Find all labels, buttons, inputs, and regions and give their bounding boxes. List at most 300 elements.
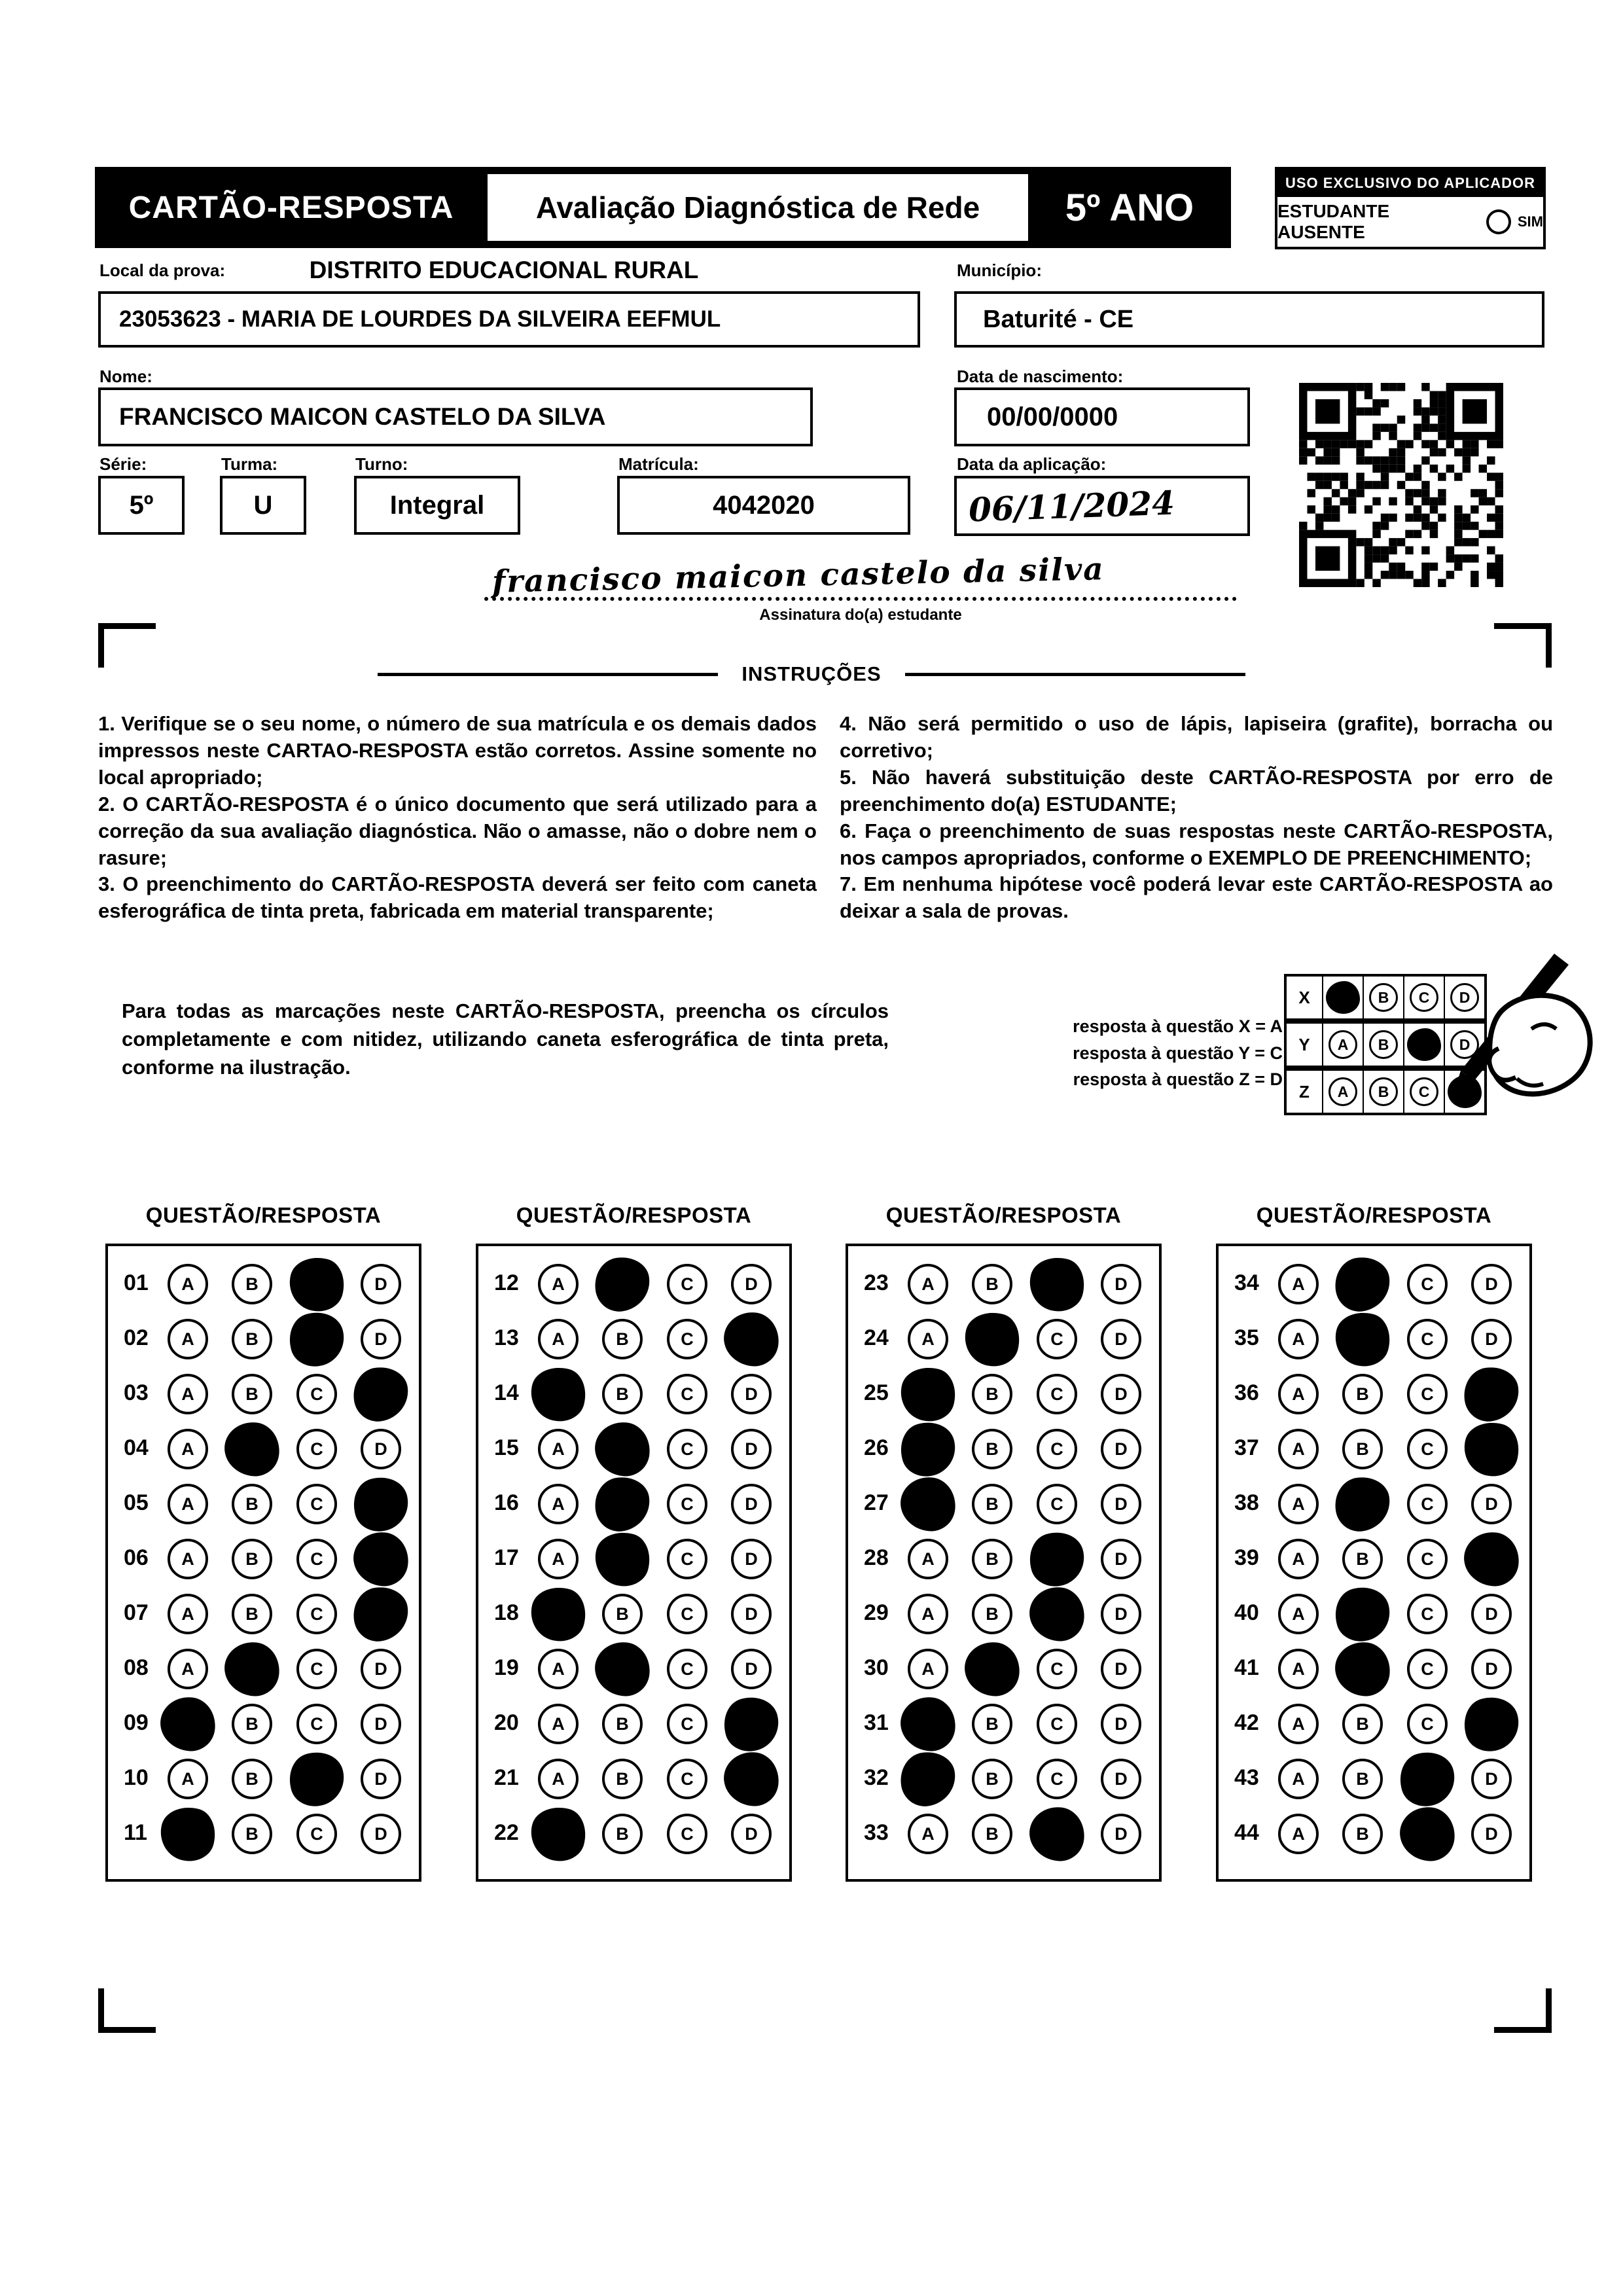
question-number: 08 [124, 1655, 149, 1680]
municipio-field: Baturité - CE [954, 291, 1544, 348]
question-number: 14 [494, 1380, 519, 1405]
answer-bubble[interactable]: C [667, 1374, 707, 1414]
answer-bubble[interactable]: D [731, 1429, 772, 1469]
example-row-label: Z [1287, 1071, 1323, 1113]
answer-bubble-filled[interactable] [591, 1253, 654, 1315]
local-label: Local da prova: [99, 260, 226, 280]
question-number: 20 [494, 1710, 519, 1735]
answer-bubble[interactable]: A [1278, 1649, 1319, 1689]
answer-bubble[interactable]: B [232, 1484, 272, 1524]
question-number: 19 [494, 1655, 519, 1680]
absent-option-label: SIM [1517, 213, 1543, 230]
answer-bubble[interactable]: B [972, 1264, 1012, 1304]
question-number: 25 [864, 1380, 889, 1405]
assessment-name: Avaliação Diagnóstica de Rede [535, 190, 980, 224]
question-number: 33 [864, 1820, 889, 1845]
signature-caption: Assinatura do(a) estudante [759, 606, 962, 624]
answer-bubble[interactable]: C [296, 1814, 337, 1854]
question-number: 15 [494, 1435, 519, 1460]
instruction-item: 7. Em nenhuma hipótese você poderá levar este CARTÃO-RESPOSTA ao deixar a sala de provas. [840, 872, 1553, 923]
answer-bubble[interactable]: D [361, 1814, 401, 1854]
answer-bubble[interactable]: C [296, 1429, 337, 1469]
answer-bubble[interactable]: B [1342, 1814, 1383, 1854]
answer-bubble[interactable]: C [1037, 1429, 1077, 1469]
question-number: 41 [1234, 1655, 1259, 1680]
answer-bubble[interactable]: C [296, 1374, 337, 1414]
answer-bubble[interactable]: B [232, 1759, 272, 1799]
answer-bubble[interactable]: B [602, 1594, 643, 1634]
answer-bubble-filled[interactable] [1027, 1804, 1087, 1863]
answer-bubble[interactable]: C [1407, 1264, 1448, 1304]
example-legend-line: resposta à questão Y = C [1073, 1043, 1283, 1063]
signature-line [484, 560, 1237, 601]
question-number: 26 [864, 1435, 889, 1460]
answer-bubble-filled[interactable] [592, 1420, 652, 1479]
corner-mark-top-left [98, 623, 156, 668]
answer-bubble[interactable]: D [1101, 1264, 1141, 1304]
example-row-label: Y [1287, 1024, 1323, 1066]
answer-bubble[interactable]: C [667, 1539, 707, 1579]
answer-bubble-filled[interactable] [894, 1416, 961, 1482]
answer-bubble[interactable]: A [1278, 1429, 1319, 1469]
answer-bubble-filled[interactable] [1027, 1585, 1087, 1643]
question-number: 22 [494, 1820, 519, 1845]
example-bubble[interactable]: B [1369, 1077, 1398, 1106]
question-number: 07 [124, 1600, 149, 1625]
question-number: 10 [124, 1765, 149, 1790]
heading-rule-right [905, 673, 1245, 676]
aplicador-title: USO EXCLUSIVO DO APLICADOR [1277, 170, 1543, 197]
answer-bubble[interactable]: D [731, 1264, 772, 1304]
instruction-item: 6. Faça o preenchimento de suas respostas neste CARTÃO-RESPOSTA, nos campos apropriados, conforme o EXEMPLO DE PREENCHIMENTO; [840, 819, 1553, 869]
answer-bubble[interactable]: A [1278, 1759, 1319, 1799]
instruction-item: 4. Não será permitido o uso de lápis, lapiseira (grafite), borracha ou corretivo; [840, 712, 1553, 762]
answer-bubble[interactable]: C [667, 1814, 707, 1854]
answer-bubble[interactable]: A [168, 1539, 208, 1579]
answer-bubble[interactable]: B [602, 1759, 643, 1799]
instruction-item: 5. Não haverá substituição deste CARTÃO-RESPOSTA por erro de preenchimento do(a) ESTUDANTE; [840, 765, 1553, 816]
answer-bubble-filled[interactable] [592, 1640, 652, 1698]
nascimento-field: 00/00/0000 [954, 387, 1250, 446]
answer-bubble[interactable]: D [1101, 1594, 1141, 1634]
answer-bubble[interactable]: A [168, 1429, 208, 1469]
answer-bubble[interactable]: B [1342, 1759, 1383, 1799]
answer-bubble[interactable]: C [667, 1319, 707, 1359]
answer-bubble-filled[interactable] [898, 1475, 958, 1534]
answer-bubble[interactable]: C [1037, 1484, 1077, 1524]
answers-column-header: QUESTÃO/RESPOSTA [516, 1203, 752, 1227]
instruction-item: 2. O CARTÃO-RESPOSTA é o único documento que será utilizado para a correção da sua avaliação diagnóstica. Não o amasse, não o dobre nem o rasure; [98, 792, 817, 869]
answer-bubble[interactable]: A [168, 1374, 208, 1414]
answer-bubble-filled[interactable] [1458, 1416, 1524, 1482]
question-number: 34 [1234, 1270, 1259, 1295]
example-cell [1323, 1071, 1364, 1113]
answer-bubble[interactable]: A [1278, 1704, 1319, 1744]
answer-bubble[interactable]: A [908, 1539, 948, 1579]
example-legend [982, 1013, 1283, 1093]
grade-label: 5º ANO [1065, 186, 1194, 229]
answer-bubble[interactable]: A [908, 1814, 948, 1854]
question-number: 01 [124, 1270, 149, 1295]
question-number: 28 [864, 1545, 889, 1570]
answer-bubble[interactable]: C [1407, 1484, 1448, 1524]
answers-column-header: QUESTÃO/RESPOSTA [145, 1203, 382, 1227]
serie-field: 5º [98, 476, 185, 535]
answer-bubble-filled[interactable] [283, 1251, 349, 1317]
answer-bubble[interactable]: B [972, 1594, 1012, 1634]
answer-bubble[interactable]: D [731, 1539, 772, 1579]
answer-bubble[interactable]: A [538, 1539, 579, 1579]
header-bar [95, 167, 1231, 248]
answer-bubble[interactable]: B [1342, 1704, 1383, 1744]
answer-bubble-filled[interactable] [898, 1695, 958, 1753]
answer-bubble-filled[interactable] [525, 1581, 591, 1647]
nome-field: FRANCISCO MAICON CASTELO DA SILVA [98, 387, 813, 446]
matricula-field: 4042020 [617, 476, 910, 535]
answer-bubble[interactable]: C [1037, 1319, 1077, 1359]
answer-bubble[interactable]: A [538, 1759, 579, 1799]
answer-bubble[interactable]: C [667, 1484, 707, 1524]
answer-bubble[interactable]: A [1278, 1814, 1319, 1854]
answer-bubble-filled[interactable] [959, 1306, 1025, 1372]
answer-bubble[interactable]: B [1342, 1374, 1383, 1414]
question-number: 12 [494, 1270, 519, 1295]
aplicador-box [1275, 167, 1546, 249]
question-number: 29 [864, 1600, 889, 1625]
corner-mark-top-right [1494, 623, 1552, 668]
question-number: 16 [494, 1490, 519, 1515]
answer-bubble-filled[interactable] [349, 1583, 412, 1645]
answer-bubble-filled[interactable] [717, 1691, 785, 1757]
answer-bubble[interactable]: B [232, 1319, 272, 1359]
nome-label: Nome: [99, 367, 152, 386]
municipio-label: Município: [957, 260, 1042, 280]
heading-rule-left [378, 673, 718, 676]
answer-bubble[interactable]: B [972, 1759, 1012, 1799]
answer-bubble[interactable]: B [232, 1814, 272, 1854]
answer-bubble[interactable]: A [168, 1649, 208, 1689]
answer-bubble[interactable]: B [232, 1704, 272, 1744]
question-number: 37 [1234, 1435, 1259, 1460]
answer-bubble[interactable]: A [538, 1704, 579, 1744]
answer-bubble[interactable]: B [972, 1429, 1012, 1469]
answer-bubble[interactable]: C [1407, 1649, 1448, 1689]
answer-bubble[interactable]: B [232, 1539, 272, 1579]
answer-bubble[interactable]: B [972, 1374, 1012, 1414]
example-bubble[interactable]: A [1329, 1077, 1357, 1106]
question-number: 43 [1234, 1765, 1259, 1790]
example-legend-line: resposta à questão X = A [1073, 1016, 1283, 1036]
answer-bubble[interactable]: A [168, 1319, 208, 1359]
answer-bubble-filled[interactable] [897, 1748, 959, 1810]
example-bubble[interactable]: D [1450, 983, 1479, 1012]
answer-bubble[interactable]: C [1037, 1759, 1077, 1799]
answer-bubble[interactable]: A [168, 1264, 208, 1304]
absent-label: ESTUDANTE AUSENTE [1277, 201, 1390, 242]
answer-bubble[interactable]: D [1471, 1264, 1512, 1304]
question-number: 40 [1234, 1600, 1259, 1625]
answer-bubble[interactable]: B [232, 1264, 272, 1304]
answer-bubble[interactable]: C [1407, 1704, 1448, 1744]
question-number: 05 [124, 1490, 149, 1515]
answer-bubble[interactable]: A [168, 1759, 208, 1799]
question-number: 27 [864, 1490, 889, 1515]
answer-bubble[interactable]: B [972, 1814, 1012, 1854]
answer-bubble-filled[interactable] [1331, 1473, 1394, 1535]
answer-bubble[interactable]: D [1101, 1319, 1141, 1359]
answer-bubble[interactable]: C [1407, 1319, 1448, 1359]
answer-bubble-filled[interactable] [1329, 1581, 1396, 1647]
answer-bubble-filled[interactable] [283, 1306, 350, 1372]
answer-bubble[interactable]: C [1407, 1539, 1448, 1579]
answer-bubble[interactable]: C [1037, 1374, 1077, 1414]
answer-bubble[interactable]: C [667, 1704, 707, 1744]
answer-bubble[interactable]: C [667, 1759, 707, 1799]
example-bubble[interactable]: C [1410, 983, 1438, 1012]
answer-bubble-filled[interactable] [1460, 1363, 1523, 1425]
answer-bubble-filled[interactable] [1024, 1251, 1090, 1317]
answer-bubble[interactable]: D [361, 1264, 401, 1304]
answer-bubble[interactable]: A [1278, 1484, 1319, 1524]
local-value: DISTRITO EDUCACIONAL RURAL [309, 257, 699, 283]
instructions-title: INSTRUÇÕES [741, 662, 882, 685]
answer-bubble[interactable]: D [1471, 1759, 1512, 1799]
example-bubble[interactable]: A [1329, 1030, 1357, 1059]
answer-bubble-filled[interactable] [591, 1473, 654, 1535]
serie-label: Série: [99, 454, 147, 474]
question-number: 32 [864, 1765, 889, 1790]
answer-bubble-filled[interactable] [589, 1526, 655, 1592]
answer-bubble-filled[interactable] [1461, 1530, 1522, 1588]
answer-bubble[interactable]: D [1471, 1484, 1512, 1524]
answer-bubble[interactable]: B [232, 1374, 272, 1414]
answer-bubble[interactable]: B [232, 1594, 272, 1634]
answer-bubble-filled[interactable] [525, 1801, 591, 1867]
question-number: 36 [1234, 1380, 1259, 1405]
answer-bubble-filled[interactable] [158, 1695, 218, 1753]
answer-bubble[interactable]: B [602, 1814, 643, 1854]
answer-bubble[interactable]: D [1101, 1374, 1141, 1414]
question-number: 42 [1234, 1710, 1259, 1735]
answer-bubble[interactable]: D [1101, 1484, 1141, 1524]
answer-bubble[interactable]: D [1101, 1704, 1141, 1744]
student-signature-handwriting: francisco maicon castelo da silva [491, 551, 1105, 600]
answer-bubble[interactable]: B [1342, 1539, 1383, 1579]
answer-bubble[interactable]: D [731, 1374, 772, 1414]
corner-mark-bottom-right [1494, 1988, 1552, 2033]
absent-bubble[interactable] [1486, 209, 1511, 234]
marking-instructions-paragraph: Para todas as marcações neste CARTÃO-RESPOSTA, preencha os círculos completamente e com nitidez, utilizando caneta esferográfica de tinta preta, conforme na ilustração. [122, 999, 889, 1079]
answer-bubble[interactable]: A [1278, 1264, 1319, 1304]
answer-bubble-filled[interactable] [1331, 1253, 1394, 1315]
answer-bubble[interactable]: D [1471, 1594, 1512, 1634]
hand-pen-illustration [1433, 950, 1597, 1114]
answer-bubble[interactable]: D [361, 1759, 401, 1799]
question-number: 35 [1234, 1325, 1259, 1350]
answer-bubble[interactable]: A [1278, 1374, 1319, 1414]
question-number: 21 [494, 1765, 519, 1790]
question-number: 38 [1234, 1490, 1259, 1515]
example-legend-line: resposta à questão Z = D [1073, 1069, 1283, 1089]
answer-bubble[interactable]: C [296, 1484, 337, 1524]
aplicacao-field [954, 476, 1250, 536]
answer-bubble[interactable]: D [1471, 1649, 1512, 1689]
turma-label: Turma: [221, 454, 278, 474]
answer-bubble[interactable]: C [296, 1539, 337, 1579]
answer-bubble[interactable]: D [1101, 1759, 1141, 1799]
question-number: 09 [124, 1710, 149, 1735]
question-number: 24 [864, 1325, 889, 1350]
answer-bubble-filled[interactable] [347, 1471, 414, 1537]
answer-bubble-filled[interactable] [222, 1420, 282, 1479]
answer-bubble[interactable]: D [1101, 1814, 1141, 1854]
question-number: 03 [124, 1380, 149, 1405]
answers-column-box [1216, 1244, 1532, 1882]
question-number: 30 [864, 1655, 889, 1680]
question-number: 06 [124, 1545, 149, 1570]
answer-bubble[interactable]: A [168, 1484, 208, 1524]
example-cell [1323, 1024, 1364, 1066]
answer-bubble-filled[interactable] [154, 1801, 221, 1867]
answer-bubble[interactable]: B [972, 1539, 1012, 1579]
answer-bubble-filled[interactable] [1457, 1691, 1525, 1757]
example-bubble[interactable]: B [1369, 983, 1398, 1012]
answer-bubble[interactable]: C [1407, 1374, 1448, 1414]
answer-bubble[interactable]: C [667, 1264, 707, 1304]
example-cell [1364, 1024, 1404, 1066]
answers-column-box [476, 1244, 792, 1882]
assessment-name-box [488, 174, 1028, 241]
answer-bubble[interactable]: A [908, 1319, 948, 1359]
question-number: 11 [124, 1820, 147, 1845]
aplicacao-handwritten-date: 06/11/2024 [968, 483, 1175, 529]
instruction-item: 3. O preenchimento do CARTÃO-RESPOSTA deverá ser feito com caneta esferográfica de tinta preta, fabricada em material transparente; [98, 872, 817, 923]
form-title: CARTÃO-RESPOSTA [128, 190, 454, 225]
answer-bubble[interactable]: B [972, 1484, 1012, 1524]
answer-bubble-filled[interactable] [721, 1310, 781, 1369]
qr-code [1299, 383, 1503, 587]
answer-bubble[interactable]: D [1101, 1429, 1141, 1469]
example-bubble[interactable]: B [1369, 1030, 1398, 1059]
answer-bubble[interactable]: D [361, 1319, 401, 1359]
answer-bubble[interactable]: A [908, 1594, 948, 1634]
question-number: 04 [124, 1435, 149, 1460]
question-number: 39 [1234, 1545, 1259, 1570]
answer-bubble[interactable]: D [1471, 1319, 1512, 1359]
answer-bubble[interactable]: A [538, 1429, 579, 1469]
answer-bubble-filled[interactable] [351, 1530, 411, 1588]
answer-bubble[interactable]: C [667, 1429, 707, 1469]
answer-bubble[interactable]: C [667, 1594, 707, 1634]
answer-bubble[interactable]: A [538, 1319, 579, 1359]
answer-bubble-filled[interactable] [349, 1363, 412, 1425]
answer-bubble-filled[interactable] [1329, 1306, 1395, 1372]
answer-bubble[interactable]: D [361, 1429, 401, 1469]
answer-bubble[interactable]: D [731, 1484, 772, 1524]
answers-column-box [846, 1244, 1162, 1882]
answer-bubble[interactable]: D [731, 1814, 772, 1854]
turma-field: U [220, 476, 306, 535]
example-row-label: X [1287, 977, 1323, 1018]
answer-bubble[interactable]: C [1407, 1429, 1448, 1469]
answer-bubble-filled[interactable] [1023, 1526, 1090, 1592]
answer-bubble-filled[interactable] [962, 1640, 1022, 1698]
answer-bubble[interactable]: A [908, 1649, 948, 1689]
question-number: 18 [494, 1600, 519, 1625]
answer-bubble-filled[interactable] [1397, 1804, 1457, 1863]
answer-bubble[interactable]: A [538, 1649, 579, 1689]
answer-bubble[interactable]: A [1278, 1319, 1319, 1359]
instructions-heading [0, 662, 1623, 686]
answer-bubble-filled[interactable] [525, 1361, 591, 1427]
question-number: 44 [1234, 1820, 1259, 1845]
answer-bubble[interactable]: D [1471, 1814, 1512, 1854]
answer-bubble[interactable]: D [731, 1594, 772, 1634]
answer-bubble-filled[interactable] [222, 1640, 282, 1698]
answer-bubble[interactable]: A [538, 1264, 579, 1304]
answer-bubble[interactable]: B [602, 1319, 643, 1359]
answer-bubble[interactable]: C [296, 1594, 337, 1634]
answer-bubble[interactable]: B [1342, 1429, 1383, 1469]
example-cell [1323, 977, 1364, 1018]
answer-bubble[interactable]: D [361, 1704, 401, 1744]
answer-bubble[interactable]: D [1101, 1539, 1141, 1579]
instruction-item: 1. Verifique se o seu nome, o número de sua matrícula e os demais dados impressos neste CARTAO-RESPOSTA estão corretos. Assine somente no local apropriado; [98, 712, 817, 789]
answer-bubble[interactable]: A [168, 1594, 208, 1634]
question-number: 17 [494, 1545, 519, 1570]
answer-bubble[interactable]: C [296, 1649, 337, 1689]
answer-bubble[interactable]: B [602, 1704, 643, 1744]
answer-bubble[interactable]: B [602, 1374, 643, 1414]
example-bubble[interactable]: D [1450, 1030, 1479, 1059]
answer-bubble[interactable]: A [908, 1264, 948, 1304]
answer-bubble[interactable]: C [1407, 1594, 1448, 1634]
answer-bubble-filled[interactable] [1332, 1640, 1393, 1698]
answer-bubble[interactable]: B [972, 1704, 1012, 1744]
turno-label: Turno: [355, 454, 408, 474]
answer-bubble[interactable]: C [667, 1649, 707, 1689]
school-field: 23053623 - MARIA DE LOURDES DA SILVEIRA EEFMUL [98, 291, 920, 348]
example-bubble-filled[interactable] [1326, 981, 1360, 1014]
answer-bubble[interactable]: D [361, 1649, 401, 1689]
question-number: 13 [494, 1325, 519, 1350]
example-bubble[interactable]: C [1410, 1077, 1438, 1106]
answer-bubble[interactable]: C [296, 1704, 337, 1744]
corner-mark-bottom-left [98, 1988, 156, 2033]
example-cell [1364, 977, 1404, 1018]
answers-column-header: QUESTÃO/RESPOSTA [885, 1203, 1122, 1227]
matricula-label: Matrícula: [618, 454, 699, 474]
instructions-left-column [98, 711, 817, 925]
answer-bubble-filled[interactable] [1393, 1746, 1461, 1812]
answer-bubble[interactable]: A [1278, 1594, 1319, 1634]
answer-bubble[interactable]: C [1037, 1704, 1077, 1744]
aplicacao-label: Data da aplicação: [957, 454, 1107, 474]
answer-bubble[interactable]: A [1278, 1539, 1319, 1579]
answer-bubble-filled[interactable] [283, 1746, 350, 1812]
answer-bubble[interactable]: D [1101, 1649, 1141, 1689]
answers-column-box [105, 1244, 421, 1882]
nascimento-label: Data de nascimento: [957, 367, 1124, 386]
answers-column-header: QUESTÃO/RESPOSTA [1256, 1203, 1492, 1227]
answer-bubble[interactable]: A [538, 1484, 579, 1524]
answer-bubble-filled[interactable] [721, 1749, 781, 1808]
answer-bubble-filled[interactable] [895, 1361, 961, 1427]
question-number: 31 [864, 1710, 889, 1735]
answer-bubble[interactable]: D [731, 1649, 772, 1689]
turno-field: Integral [354, 476, 520, 535]
answer-bubble[interactable]: C [1037, 1649, 1077, 1689]
